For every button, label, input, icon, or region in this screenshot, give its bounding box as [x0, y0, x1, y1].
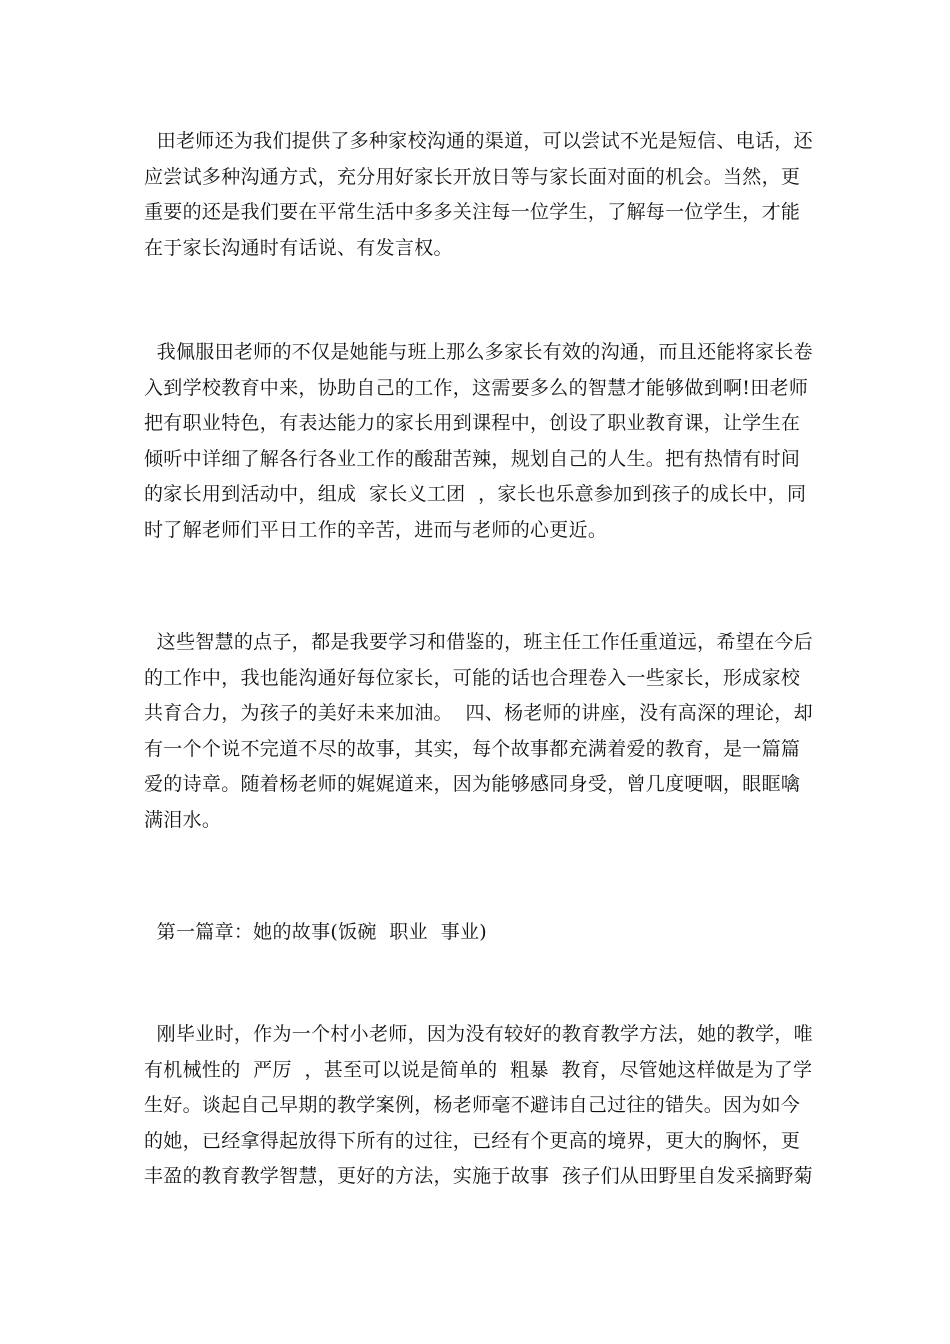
- text-line: 应尝试多种沟通方式，充分用好家长开放日等与家长面对面的机会。当然，更: [144, 165, 801, 188]
- text-line: 把有职业特色，有表达能力的家长用到课程中，创设了职业教育课，让学生在: [144, 412, 801, 434]
- text-line: 丰盈的教育教学智慧，更好的方法，实施于故事 孩子们从田野里自发采摘野菊: [144, 1165, 813, 1187]
- paragraph-wisdom-reflection: [144, 625, 813, 838]
- text-line: 时了解老师们平日工作的辛苦，进而与老师的心更近。: [144, 518, 608, 541]
- text-line: 的工作中，我也能沟通好每位家长，可能的话也合理卷入一些家长，形成家校: [144, 666, 801, 689]
- text-line: 的她，已经拿得起放得下所有的过往，已经有个更高的境界，更大的胸怀，更: [144, 1129, 801, 1152]
- chapter-heading: [144, 915, 804, 951]
- text-line: 重要的还是我们要在平常生活中多多关注每一位学生，了解每一位学生，才能: [144, 201, 801, 223]
- text-line: 生好。谈起自己早期的教学案例，杨老师毫不避讳自己过往的错失。因为如今: [144, 1094, 801, 1116]
- text-line: 在于家长沟通时有话说、有发言权。: [144, 236, 453, 259]
- text-line: 刚毕业时，作为一个村小老师，因为没有较好的教育教学方法，她的教学，唯: [144, 1023, 813, 1045]
- paragraph-parent-involvement: [144, 335, 813, 548]
- text-line: 共育合力，为孩子的美好未来加油。 四、杨老师的讲座，没有高深的理论，却: [144, 702, 813, 724]
- text-line: 倾听中详细了解各行各业工作的酸甜苦辣，规划自己的人生。把有热情有时间: [144, 447, 801, 470]
- text-line: 有机械性的 严厉 ，甚至可以说是简单的 粗暴 教育，尽管她这样做是为了学: [144, 1058, 813, 1081]
- text-line: 有一个个说不完道不尽的故事，其实，每个故事都充满着爱的教育，是一篇篇: [144, 737, 801, 760]
- text-line: 这些智慧的点子，都是我要学习和借鉴的，班主任工作任重道远，希望在今后: [144, 631, 813, 653]
- text-line: 满泪水。: [144, 808, 222, 831]
- paragraph-early-teaching: [144, 1017, 813, 1195]
- text-line: 的家长用到活动中，组成 家长义工团 ，家长也乐意参加到孩子的成长中，同: [144, 483, 807, 505]
- text-line: 爱的诗章。随着杨老师的娓娓道来，因为能够感同身受，曾几度哽咽，眼眶噙: [144, 773, 801, 795]
- text-line: 田老师还为我们提供了多种家校沟通的渠道，可以尝试不光是短信、电话，还: [144, 130, 813, 152]
- paragraph-home-school-channels: [144, 124, 813, 266]
- text-line: 第一篇章：她的故事(饭碗 职业 事业): [144, 921, 487, 943]
- text-line: 我佩服田老师的不仅是她能与班上那么多家长有效的沟通，而且还能将家长卷: [144, 341, 813, 363]
- text-line: 入到学校教育中来，协助自己的工作，这需要多么的智慧才能够做到啊!田老师: [144, 376, 809, 399]
